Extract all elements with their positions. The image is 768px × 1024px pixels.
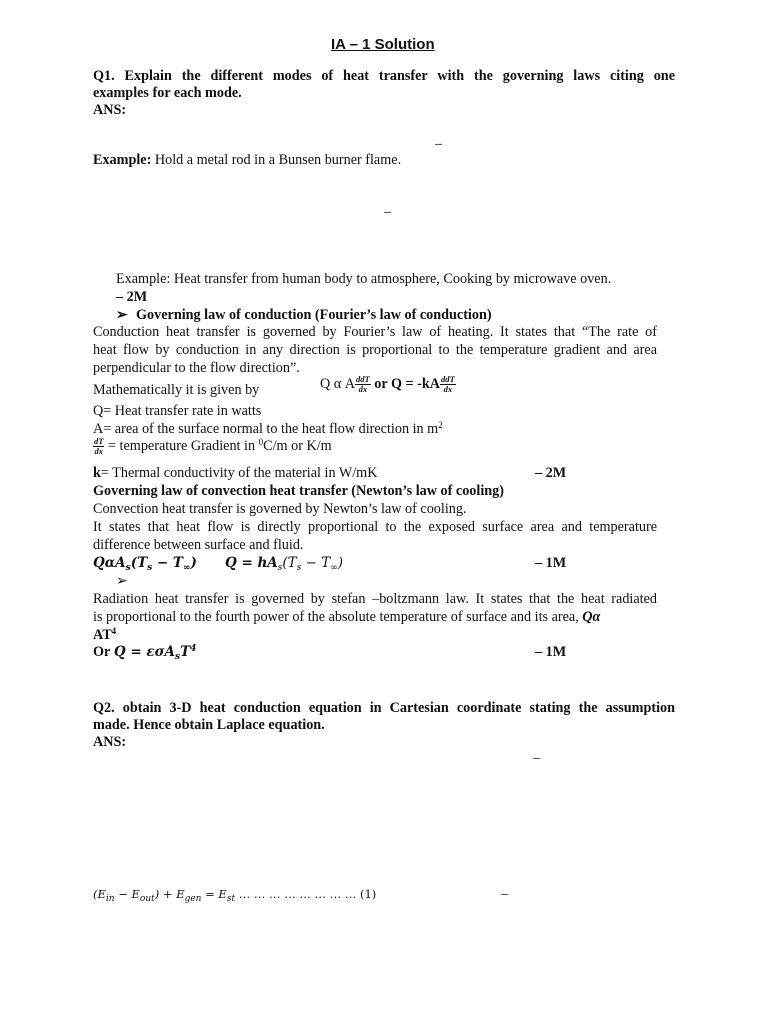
q1-dash-2: – xyxy=(384,204,392,220)
fourier-q: Q α A xyxy=(320,376,356,392)
arrow-bullet-icon: ➢ xyxy=(116,307,128,323)
radiation-para-line3: $AT^4$ xyxy=(93,626,117,643)
conduction-heading xyxy=(116,306,492,324)
stefan-boltzmann-equation: Or $Q = \varepsilon\sigma A_sT^4$ xyxy=(93,644,197,662)
math-intro: Mathematically it is given by xyxy=(93,382,260,398)
definition-gradient: $\frac{dT}{dx}$ = temperature Gradient in $^0$C/m or K/m xyxy=(94,436,332,457)
q1-marks-2m-a: – 2M xyxy=(116,289,148,305)
example-1-text: Hold a metal rod in a Bunsen burner flame. xyxy=(151,152,402,168)
q2-ans-label: ANS: xyxy=(93,734,127,750)
q1-example-1 xyxy=(93,151,401,169)
newton-equation: $Q = hA_s(T_s - T_\infty)$ xyxy=(225,555,343,573)
convection-para-line2: It states that heat flow is directly proportional to the exposed surface area and temperature xyxy=(93,519,657,535)
newton-proportional: $Q\alpha A_s(T_s - T_\infty)$ xyxy=(93,555,197,573)
radiation-para-line2: is proportional to the fourth power of the absolute temperature of surface and its area, Qα xyxy=(93,609,601,625)
radiation-para-line1: Radiation heat transfer is governed by stefan –boltzmann law. It states that the heat radiated xyxy=(93,591,657,607)
q2-question-line1: Q2. obtain 3-D heat conduction equation in Cartesian coordinate stating the assumption xyxy=(93,700,675,716)
definition-q: Q= Heat transfer rate in watts xyxy=(93,403,262,419)
q2-dash-1: – xyxy=(533,750,541,766)
fraction-dT-dx: $\frac{\text{ddT}}{dx}$ xyxy=(441,374,455,395)
definition-k: k= Thermal conductivity of the material in W/mK xyxy=(93,465,378,481)
fraction-ddT-dx: $\frac{\text{ddT}}{dx}$ xyxy=(356,374,370,395)
conduction-para-line3: perpendicular to the flow direction”. xyxy=(93,360,300,376)
fourier-or: or Q = -kA xyxy=(374,376,441,392)
q1-ans-label: ANS: xyxy=(93,102,127,118)
page-title: IA – 1 Solution xyxy=(331,36,435,53)
q1-marks-1m-a: – 1M xyxy=(535,555,567,571)
example-1-label: Example: xyxy=(93,152,152,168)
fourier-equation xyxy=(320,375,456,394)
q1-example-2: Example: Heat transfer from human body to atmosphere, Cooking by microwave oven. xyxy=(116,271,612,287)
definition-a: A= area of the surface normal to the heat flow direction in $m^2$ xyxy=(93,420,443,437)
q1-question-line2: examples for each mode. xyxy=(93,85,242,101)
fraction-dT-dx-def: $\frac{dT}{dx}$ xyxy=(94,436,104,457)
convection-heading: Governing law of convection heat transfer (Newton’s law of cooling) xyxy=(93,483,504,499)
q1-marks-1m-b: – 1M xyxy=(535,644,567,660)
q1-question-line1: Q1. Explain the different modes of heat transfer with the governing laws citing one xyxy=(93,68,675,84)
q2-dash-2: – xyxy=(501,886,509,902)
energy-balance-equation: $(E_{in} - E_{out}) + E_{gen} = E_{st}$ … … … … … … … … (1) xyxy=(93,887,377,904)
convection-para-line1: Convection heat transfer is governed by Newton’s law of cooling. xyxy=(93,501,467,517)
q1-marks-2m-b: – 2M xyxy=(535,465,567,481)
conduction-para-line1: Conduction heat transfer is governed by Fourier’s law of heating. It states that “The rate of xyxy=(93,324,657,340)
conduction-para-line2: heat flow by conduction in any direction is proportional to the temperature gradient and area xyxy=(93,342,657,358)
q1-dash-1: – xyxy=(435,136,443,152)
conduction-heading-text: Governing law of conduction (Fourier’s law of conduction) xyxy=(136,307,492,323)
convection-para-line3: difference between surface and fluid. xyxy=(93,537,304,553)
arrow-bullet-2-icon: ➢ xyxy=(116,573,128,589)
q2-question-line2: made. Hence obtain Laplace equation. xyxy=(93,717,325,733)
